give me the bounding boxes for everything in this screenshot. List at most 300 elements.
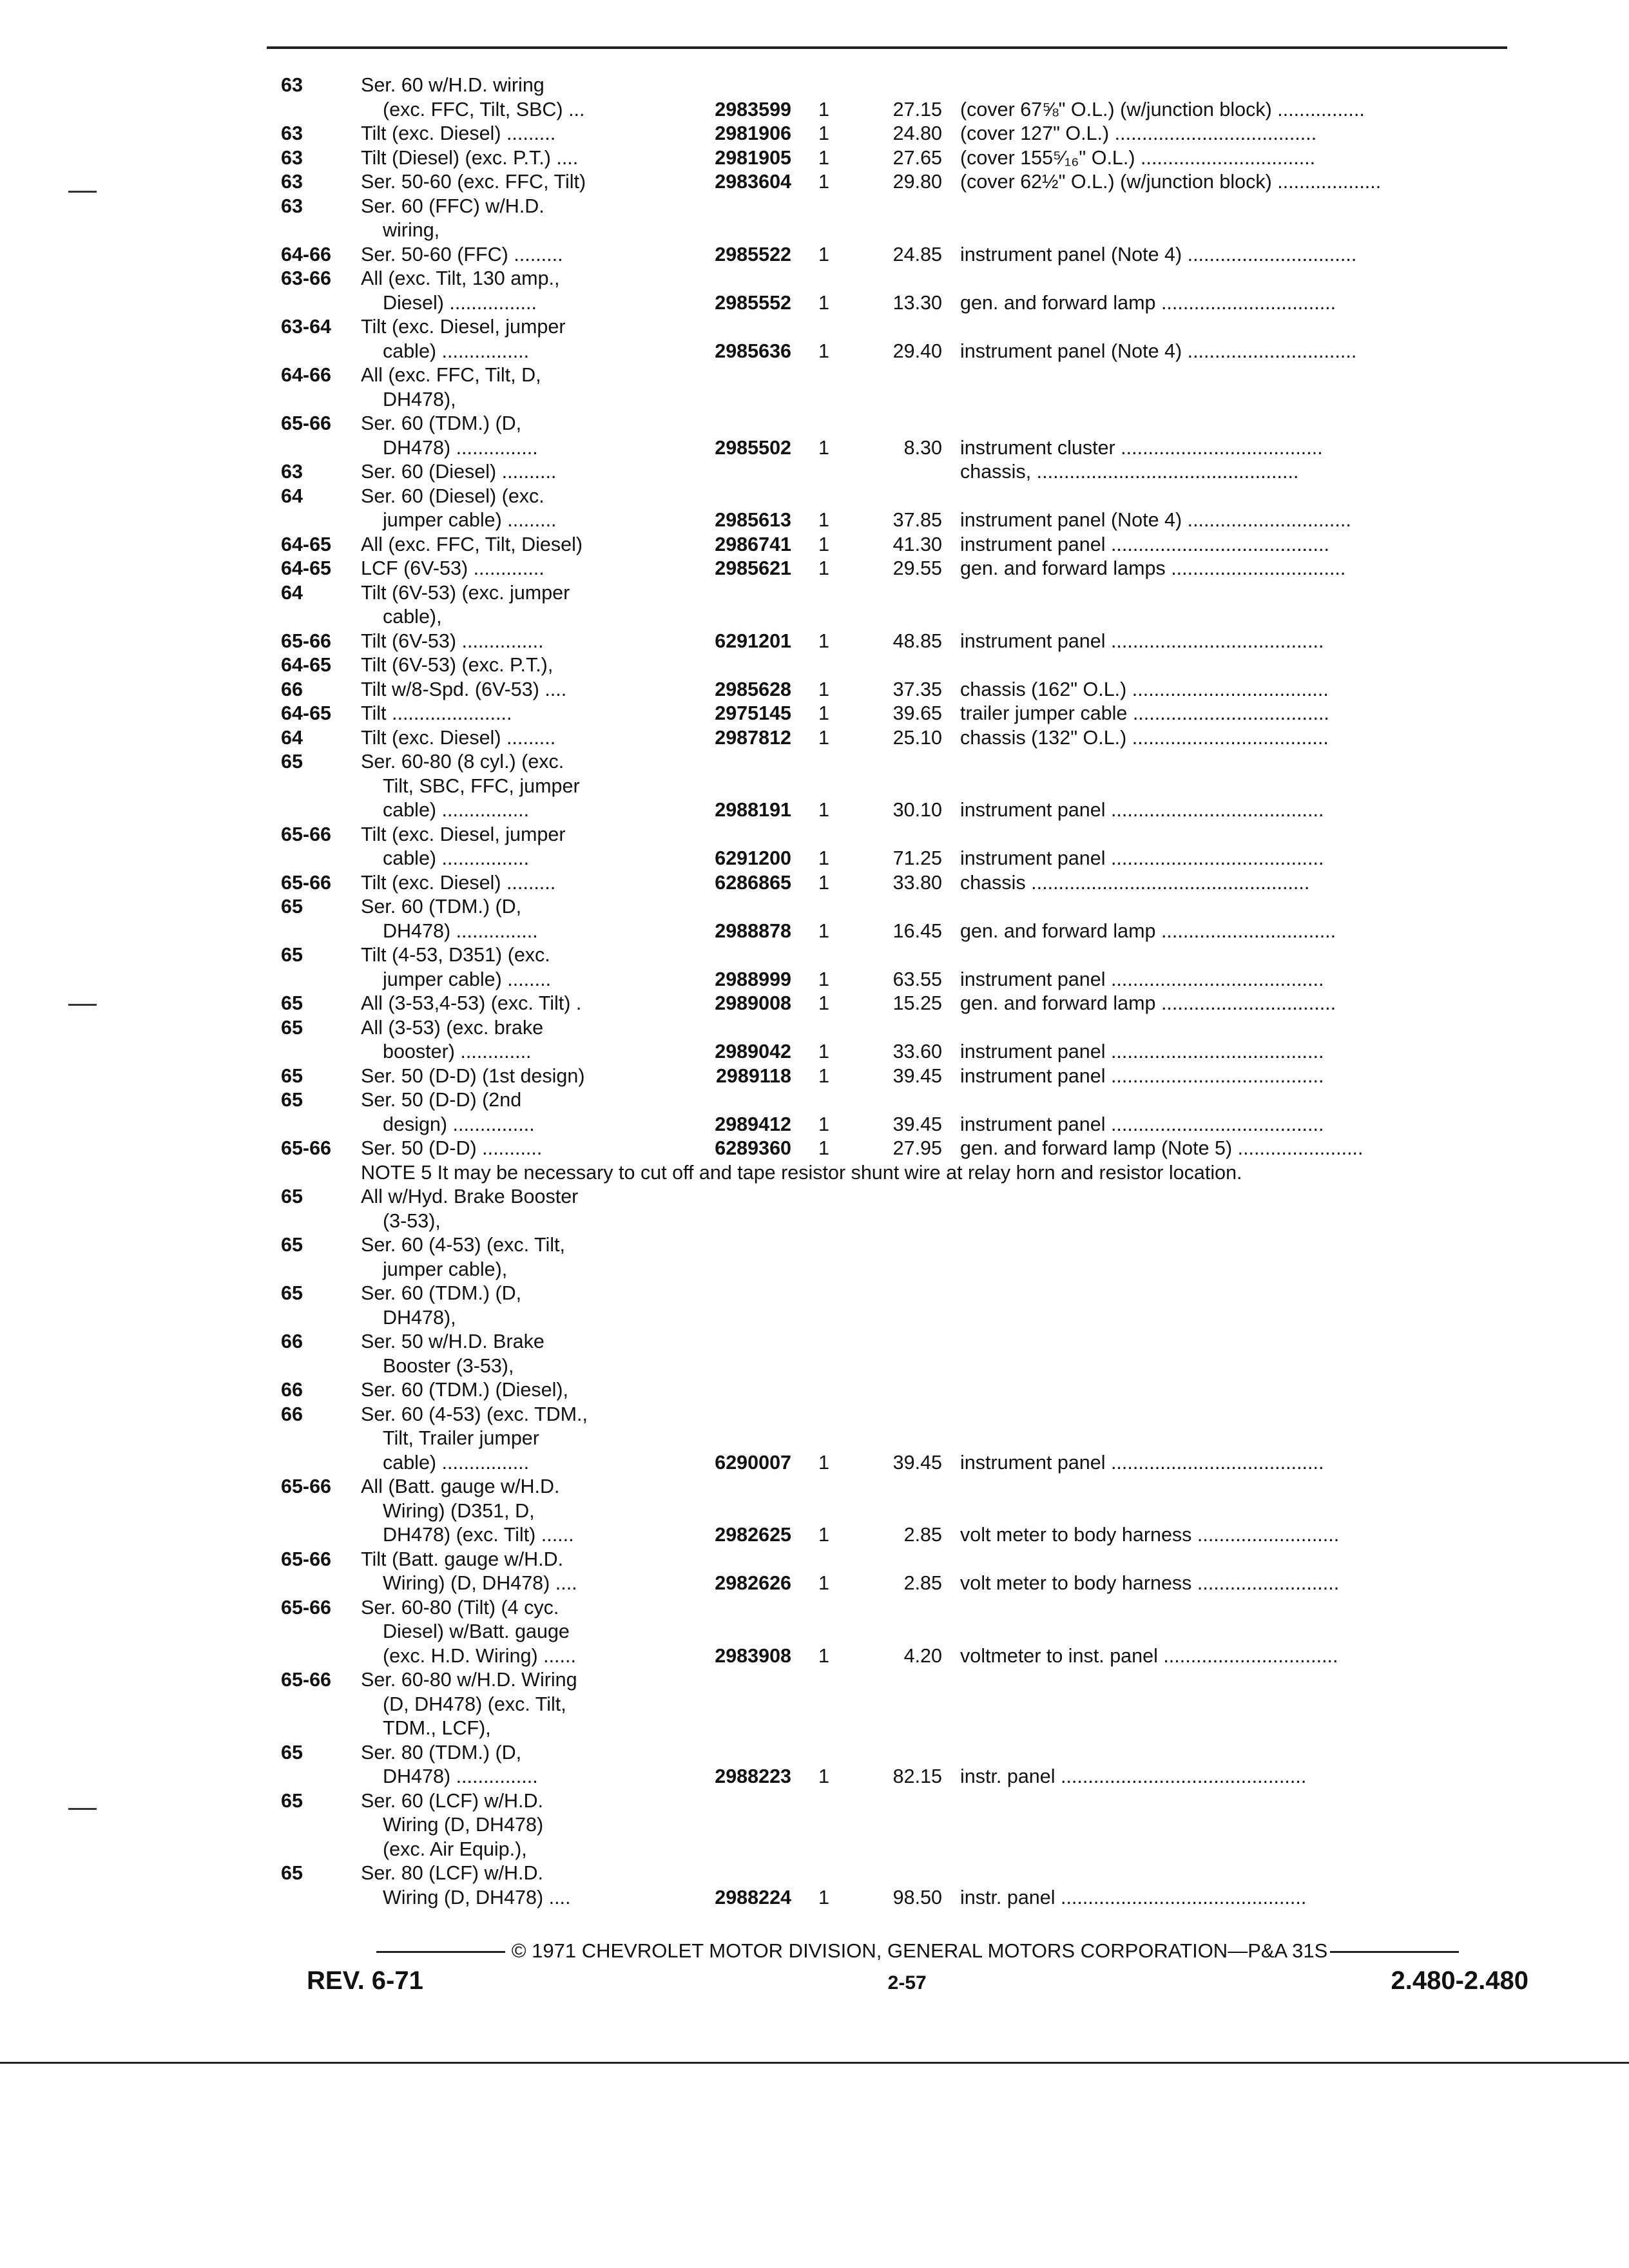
table-row <box>281 653 1531 678</box>
part-description: instrument panel ....................................... <box>960 1064 1324 1087</box>
application-description <box>361 73 702 122</box>
application-description <box>361 823 702 871</box>
table-row <box>281 1475 1531 1548</box>
description-line: Tilt (exc. Diesel, jumper <box>361 316 566 338</box>
model-year: 65-66 <box>281 629 332 652</box>
quantity: 1 <box>818 243 829 265</box>
description-line: Tilt w/8-Spd. (6V-53) .... <box>361 678 567 700</box>
model-year: 63 <box>281 461 303 483</box>
part-number: 2989118 <box>715 1064 791 1087</box>
price: 24.80 <box>892 122 942 144</box>
model-year: 63 <box>281 171 303 193</box>
application-description <box>361 315 702 363</box>
table-row <box>281 485 1531 533</box>
quantity: 1 <box>818 122 829 144</box>
part-description: instrument panel ....................................... <box>960 1451 1324 1474</box>
description-line: DH478) ............... <box>383 1765 538 1787</box>
description-line: Ser. 60 (4-53) (exc. Tilt, <box>361 1234 565 1256</box>
quantity: 1 <box>818 436 829 459</box>
description-line: Tilt (exc. Diesel) ......... <box>361 871 556 894</box>
table-row <box>281 1064 1531 1089</box>
table-row <box>281 315 1531 363</box>
application-description <box>361 485 702 533</box>
application-description <box>361 895 702 943</box>
part-number: 2988191 <box>715 799 791 821</box>
part-number: 6291201 <box>715 629 791 652</box>
description-line: cable), <box>383 606 442 628</box>
quantity: 1 <box>818 968 829 990</box>
application-description <box>361 702 702 726</box>
description-line: Tilt (exc. Diesel, jumper <box>361 823 566 845</box>
quantity: 1 <box>818 1644 829 1667</box>
description-line: All (exc. Tilt, 130 amp., <box>361 267 560 289</box>
copyright-text: © 1971 CHEVROLET MOTOR DIVISION, GENERAL MOTORS CORPORATION—P&A 31S <box>511 1939 1328 1962</box>
table-row <box>281 363 1531 412</box>
part-number: 6291200 <box>715 847 791 869</box>
model-year: 63 <box>281 122 303 144</box>
description-line: Tilt (exc. Diesel) ......... <box>361 726 556 749</box>
application-description <box>361 1548 702 1596</box>
quantity: 1 <box>818 1113 829 1135</box>
description-line: Ser. 60-80 w/H.D. Wiring <box>361 1669 577 1691</box>
application-description <box>361 363 702 412</box>
description-line: All w/Hyd. Brake Booster <box>361 1186 579 1207</box>
table-row <box>281 629 1531 654</box>
model-year: 65 <box>281 1282 303 1304</box>
application-description <box>361 533 702 557</box>
part-description: instrument panel ....................................... <box>960 847 1324 869</box>
part-number: 2983599 <box>715 98 791 120</box>
description-line: Tilt (Diesel) (exc. P.T.) .... <box>361 146 579 169</box>
description-line: Diesel) ................ <box>383 291 537 314</box>
price: 27.65 <box>892 146 942 169</box>
model-year: 65 <box>281 896 303 918</box>
quantity: 1 <box>818 557 829 579</box>
quantity: 1 <box>818 678 829 700</box>
description-line: Ser. 50-60 (exc. FFC, Tilt) <box>361 171 586 193</box>
application-description <box>361 1137 702 1161</box>
model-year: 65-66 <box>281 823 332 845</box>
part-number: 6290007 <box>715 1451 791 1474</box>
price: 29.80 <box>892 171 942 193</box>
table-row <box>281 871 1531 896</box>
description-line: Ser. 60 (Diesel) (exc. <box>361 485 545 507</box>
price: 27.95 <box>892 1137 942 1159</box>
price: 13.30 <box>892 291 942 314</box>
description-line: DH478), <box>383 388 456 410</box>
part-number: 2985621 <box>715 557 791 579</box>
table-row <box>281 1137 1531 1161</box>
description-line: DH478), <box>383 1306 456 1329</box>
part-description: (cover 67⅝" O.L.) (w/junction block) ................ <box>960 98 1365 120</box>
description-line: (exc. H.D. Wiring) ...... <box>383 1644 576 1667</box>
part-number: 2981906 <box>715 122 791 144</box>
application-description <box>361 1185 702 1233</box>
table-row <box>281 122 1531 146</box>
description-line: TDM., LCF), <box>383 1717 491 1739</box>
description-line: Tilt (6V-53) (exc. jumper <box>361 581 570 604</box>
model-year: 65 <box>281 944 303 966</box>
description-line: Wiring (D, DH478) .... <box>383 1886 571 1908</box>
description-line: All (3-53) (exc. brake <box>361 1016 544 1039</box>
part-description: gen. and forward lamp (Note 5) ....................... <box>960 1137 1364 1159</box>
margin-mark <box>68 1004 97 1006</box>
model-year: 65-66 <box>281 1475 332 1497</box>
price: 24.85 <box>892 243 942 265</box>
description-line: jumper cable) ......... <box>383 509 557 531</box>
price: 8.30 <box>903 436 942 459</box>
table-row <box>281 1088 1531 1137</box>
application-description <box>361 412 702 460</box>
price: 16.45 <box>892 919 942 942</box>
description-line: cable) ................ <box>383 847 530 869</box>
part-description: instr. panel ............................................. <box>960 1765 1307 1787</box>
description-line: Wiring (D, DH478) <box>383 1814 544 1836</box>
quantity: 1 <box>818 1765 829 1787</box>
application-description <box>361 557 702 581</box>
model-year: 63-64 <box>281 316 332 338</box>
part-number: 2988224 <box>715 1886 791 1908</box>
description-line: (exc. Air Equip.), <box>383 1838 527 1860</box>
application-description <box>361 460 702 485</box>
part-number: 2989042 <box>715 1041 791 1062</box>
part-description: (cover 62½" O.L.) (w/junction block) ................... <box>960 171 1382 193</box>
model-year: 64-66 <box>281 243 332 265</box>
part-description: gen. and forward lamp ................................ <box>960 291 1336 314</box>
price: 82.15 <box>892 1765 942 1787</box>
model-year: 65 <box>281 992 303 1014</box>
quantity: 1 <box>818 1137 829 1159</box>
table-row <box>281 1668 1531 1741</box>
model-year: 65-66 <box>281 1137 332 1159</box>
part-number: 2985613 <box>715 509 791 531</box>
description-line: Tilt (6V-53) ............... <box>361 629 544 652</box>
table-row <box>281 557 1531 581</box>
part-number: 2988999 <box>715 968 791 990</box>
description-line: Tilt (exc. Diesel) ......... <box>361 122 556 144</box>
description-line: booster) ............. <box>383 1041 532 1062</box>
part-number: 2985502 <box>715 436 791 459</box>
page-number: 2-57 <box>887 1972 927 1994</box>
model-year: 64-65 <box>281 557 332 579</box>
application-description <box>361 1378 702 1403</box>
description-line: All (3-53,4-53) (exc. Tilt) . <box>361 992 582 1014</box>
model-year: 64-65 <box>281 702 332 724</box>
part-number: 2987812 <box>715 726 791 749</box>
quantity: 1 <box>818 1451 829 1474</box>
table-row <box>281 1282 1531 1330</box>
price: 63.55 <box>892 968 942 990</box>
part-description: voltmeter to inst. panel ................................ <box>960 1644 1338 1667</box>
quantity: 1 <box>818 799 829 821</box>
quantity: 1 <box>818 992 829 1014</box>
model-year: 63 <box>281 74 303 96</box>
part-description: gen. and forward lamp ................................ <box>960 992 1336 1014</box>
quantity: 1 <box>818 98 829 120</box>
price: 33.60 <box>892 1041 942 1062</box>
model-year: 65 <box>281 1789 303 1812</box>
price: 2.85 <box>903 1524 942 1546</box>
application-description <box>361 629 702 654</box>
description-line: Tilt (Batt. gauge w/H.D. <box>361 1548 564 1570</box>
table-row <box>281 992 1531 1016</box>
part-number: 2982626 <box>715 1572 791 1594</box>
model-year: 65-66 <box>281 412 332 434</box>
model-year: 66 <box>281 678 303 700</box>
description-line: Wiring) (D, DH478) .... <box>383 1572 577 1594</box>
application-description <box>361 1330 702 1378</box>
application-description <box>361 1233 702 1282</box>
description-line: Ser. 50 (D-D) (2nd <box>361 1089 522 1111</box>
price: 25.10 <box>892 726 942 749</box>
model-year: 65 <box>281 1234 303 1256</box>
application-description <box>361 1475 702 1548</box>
table-row <box>281 1233 1531 1282</box>
description-line: Ser. 60 (4-53) (exc. TDM., <box>361 1403 588 1425</box>
quantity: 1 <box>818 1886 829 1908</box>
table-row <box>281 170 1531 195</box>
table-row <box>281 943 1531 992</box>
description-line: Ser. 60 (TDM.) (D, <box>361 412 522 434</box>
table-row <box>281 195 1531 243</box>
part-number: 2989412 <box>715 1113 791 1135</box>
description-line: Ser. 60 (TDM.) (Diesel), <box>361 1379 568 1401</box>
table-row <box>281 1596 1531 1669</box>
application-description <box>361 992 702 1016</box>
parts-table <box>281 73 1531 1910</box>
description-line: Ser. 80 (TDM.) (D, <box>361 1741 522 1763</box>
description-line: wiring, <box>383 219 440 241</box>
description-line: Wiring) (D351, D, <box>383 1499 535 1522</box>
part-description: gen. and forward lamps ................................ <box>960 557 1346 579</box>
model-year: 65 <box>281 1186 303 1207</box>
parts-rows <box>281 1185 1531 1910</box>
table-row <box>281 1789 1531 1862</box>
model-year: 65-66 <box>281 1548 332 1570</box>
price: 39.65 <box>892 702 942 724</box>
part-number: 2985522 <box>715 243 791 265</box>
part-number: 2989008 <box>715 992 791 1014</box>
price: 29.55 <box>892 557 942 579</box>
footer-row <box>307 1966 1528 1995</box>
price: 29.40 <box>892 340 942 362</box>
note-5: NOTE 5 It may be necessary to cut off and tape resistor shunt wire at relay horn and resistor location. <box>361 1161 1242 1184</box>
application-description <box>361 1403 702 1475</box>
application-description <box>361 943 702 992</box>
quantity: 1 <box>818 1064 829 1087</box>
price: 37.35 <box>892 678 942 700</box>
description-line: Booster (3-53), <box>383 1354 514 1377</box>
quantity: 1 <box>818 146 829 169</box>
margin-mark <box>68 1808 97 1810</box>
part-number: 2975145 <box>715 702 791 724</box>
model-year: 65 <box>281 751 303 773</box>
part-number: 6289360 <box>715 1137 791 1159</box>
model-year: 64 <box>281 726 303 749</box>
application-description <box>361 1088 702 1137</box>
description-line: Ser. 50 (D-D) ........... <box>361 1137 543 1159</box>
description-line: cable) ................ <box>383 340 530 362</box>
section-number: 2.480-2.480 <box>1391 1966 1528 1995</box>
table-row <box>281 533 1531 557</box>
price: 30.10 <box>892 799 942 821</box>
price: 71.25 <box>892 847 942 869</box>
bottom-rule <box>0 2062 1629 2064</box>
description-line: Ser. 50 (D-D) (1st design) <box>361 1064 585 1087</box>
application-description <box>361 1789 702 1862</box>
parts-rows <box>281 73 1531 1161</box>
application-description <box>361 146 702 171</box>
table-row <box>281 1861 1531 1910</box>
description-line: DH478) ............... <box>383 436 538 459</box>
description-line: cable) ................ <box>383 1451 530 1474</box>
model-year: 65 <box>281 1089 303 1111</box>
table-row <box>281 1016 1531 1064</box>
description-line: Ser. 60 (FFC) w/H.D. <box>361 195 545 217</box>
part-description: instrument panel ....................................... <box>960 1041 1324 1062</box>
part-number: 2985552 <box>715 291 791 314</box>
table-row <box>281 1185 1531 1233</box>
part-description: gen. and forward lamp ................................ <box>960 919 1336 942</box>
part-number: 2985628 <box>715 678 791 700</box>
part-number: 2985636 <box>715 340 791 362</box>
table-row <box>281 581 1531 629</box>
part-description: instrument panel (Note 4) ............................... <box>960 243 1357 265</box>
part-description: instrument panel ....................................... <box>960 1113 1324 1135</box>
model-year: 64-65 <box>281 533 332 555</box>
part-description: (cover 127" O.L.) ..................................... <box>960 122 1317 144</box>
description-line: Ser. 50 w/H.D. Brake <box>361 1331 545 1352</box>
copyright-line <box>307 1939 1528 1963</box>
part-description: volt meter to body harness .......................... <box>960 1524 1340 1546</box>
description-line: (exc. FFC, Tilt, SBC) ... <box>383 98 585 120</box>
description-line: Diesel) w/Batt. gauge <box>383 1620 570 1642</box>
price: 39.45 <box>892 1113 942 1135</box>
quantity: 1 <box>818 533 829 555</box>
quantity: 1 <box>818 847 829 869</box>
table-row <box>281 73 1531 122</box>
model-year: 65-66 <box>281 1669 332 1691</box>
quantity: 1 <box>818 291 829 314</box>
application-description <box>361 1282 702 1330</box>
description-line: All (exc. FFC, Tilt, Diesel) <box>361 533 583 555</box>
table-row <box>281 1403 1531 1475</box>
part-number: 2983908 <box>715 1644 791 1667</box>
quantity: 1 <box>818 871 829 894</box>
table-row <box>281 678 1531 702</box>
model-year: 65 <box>281 1862 303 1884</box>
part-description: instrument panel ....................................... <box>960 968 1324 990</box>
part-description: chassis (162" O.L.) .................................... <box>960 678 1329 700</box>
model-year: 65-66 <box>281 871 332 894</box>
description-line: All (Batt. gauge w/H.D. <box>361 1475 560 1497</box>
price: 48.85 <box>892 629 942 652</box>
model-year: 64 <box>281 485 303 507</box>
table-row <box>281 1378 1531 1403</box>
part-description: instrument panel (Note 4) ............................... <box>960 340 1357 362</box>
application-description <box>361 871 702 896</box>
part-description: instrument panel ....................................... <box>960 799 1324 821</box>
price: 27.15 <box>892 98 942 120</box>
table-row <box>281 702 1531 726</box>
application-description <box>361 1596 702 1669</box>
application-description <box>361 195 702 243</box>
table-row <box>281 1548 1531 1596</box>
description-line: Ser. 60 w/H.D. wiring <box>361 74 545 96</box>
description-line: jumper cable) ........ <box>383 968 552 990</box>
quantity: 1 <box>818 1041 829 1062</box>
part-number: 2982625 <box>715 1524 791 1546</box>
description-line: design) ............... <box>383 1113 535 1135</box>
description-line: Ser. 60 (Diesel) .......... <box>361 461 557 483</box>
table-row <box>281 1330 1531 1378</box>
description-line: Tilt (6V-53) (exc. P.T.), <box>361 654 554 676</box>
price: 39.45 <box>892 1451 942 1474</box>
description-line: Tilt ...................... <box>361 702 512 724</box>
application-description <box>361 581 702 629</box>
margin-mark <box>68 191 97 193</box>
description-line: Ser. 60-80 (8 cyl.) (exc. <box>361 751 564 773</box>
part-description: instrument panel (Note 4) .............................. <box>960 509 1351 531</box>
application-description <box>361 170 702 195</box>
description-line: DH478) ............... <box>383 919 538 942</box>
price: 37.85 <box>892 509 942 531</box>
model-year: 65 <box>281 1064 303 1087</box>
part-description: instr. panel ............................................. <box>960 1886 1307 1908</box>
part-number: 2988223 <box>715 1765 791 1787</box>
part-description: instrument panel ....................................... <box>960 629 1324 652</box>
part-description: chassis (132" O.L.) .................................... <box>960 726 1329 749</box>
model-year: 63 <box>281 195 303 217</box>
application-description <box>361 653 702 678</box>
part-number: 2983604 <box>715 171 791 193</box>
table-row <box>281 460 1531 485</box>
model-year: 64 <box>281 581 303 604</box>
table-row <box>281 146 1531 171</box>
application-description <box>361 726 702 751</box>
description-line: Ser. 60 (TDM.) (D, <box>361 896 522 918</box>
revision-label: REV. 6-71 <box>307 1966 423 1995</box>
table-row <box>281 726 1531 751</box>
application-description <box>361 267 702 315</box>
table-row <box>281 243 1531 267</box>
description-line: Ser. 60 (TDM.) (D, <box>361 1282 522 1304</box>
price: 39.45 <box>892 1064 942 1087</box>
part-description: volt meter to body harness .......................... <box>960 1572 1340 1594</box>
table-row <box>281 823 1531 871</box>
part-description: instrument cluster ..................................... <box>960 436 1323 459</box>
model-year: 64-65 <box>281 654 332 676</box>
model-year: 63-66 <box>281 267 332 289</box>
part-number: 2986741 <box>715 533 791 555</box>
quantity: 1 <box>818 171 829 193</box>
quantity: 1 <box>818 509 829 531</box>
description-line: Ser. 80 (LCF) w/H.D. <box>361 1862 544 1884</box>
quantity: 1 <box>818 629 829 652</box>
part-number: 6286865 <box>715 871 791 894</box>
part-description: chassis, ................................................ <box>960 461 1299 483</box>
page-footer <box>307 1939 1528 1995</box>
application-description <box>361 750 702 823</box>
description-line: cable) ................ <box>383 799 530 821</box>
model-year: 64-66 <box>281 364 332 386</box>
part-number: 2988878 <box>715 919 791 942</box>
model-year: 66 <box>281 1379 303 1401</box>
part-number: 2981905 <box>715 146 791 169</box>
application-description <box>361 243 702 267</box>
application-description <box>361 1668 702 1741</box>
description-line: Ser. 60 (LCF) w/H.D. <box>361 1789 544 1812</box>
